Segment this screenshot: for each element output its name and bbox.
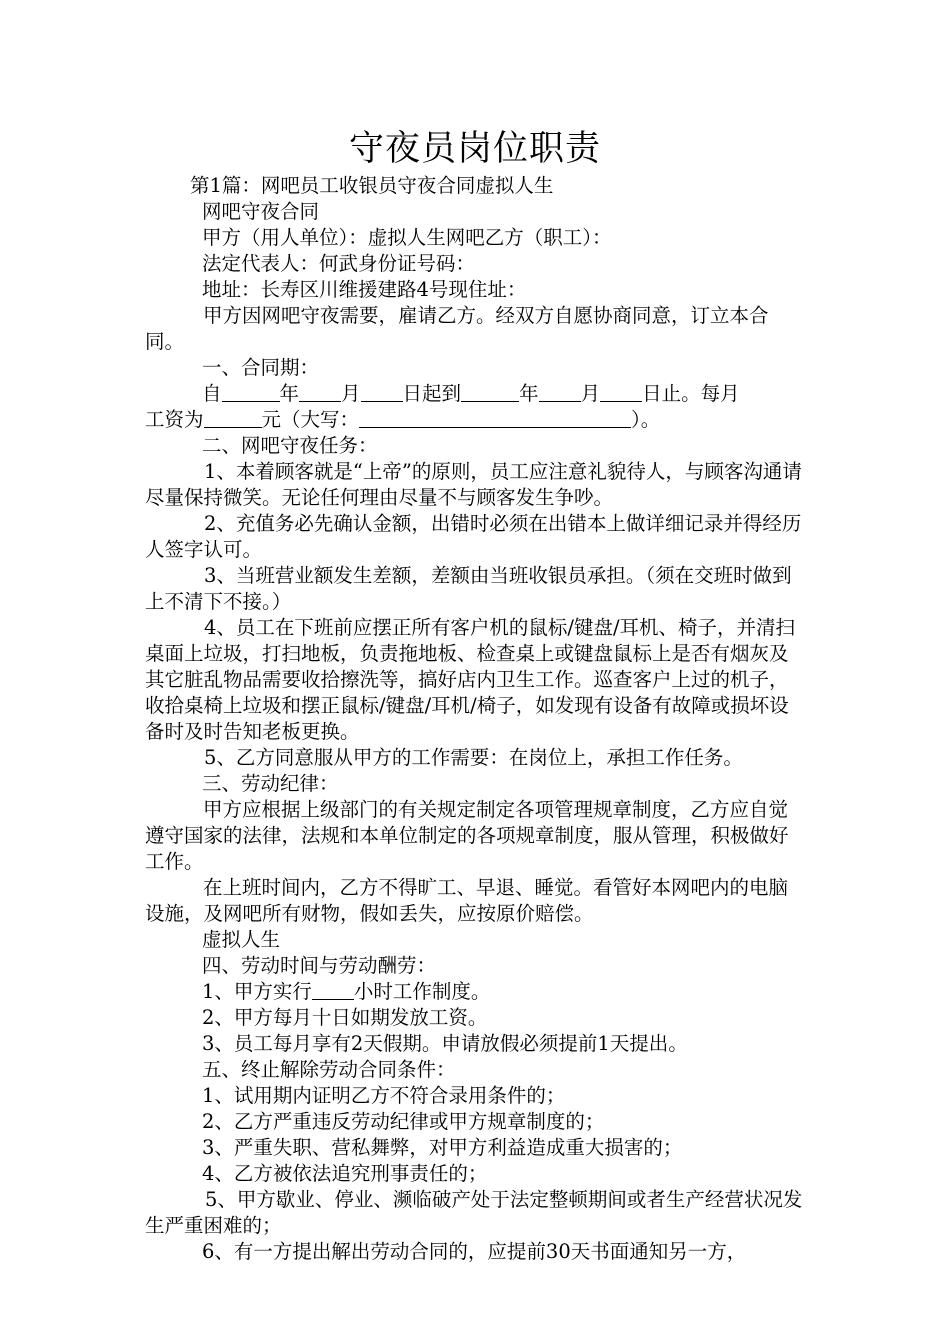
signature-name: 虚拟人生 <box>202 928 281 951</box>
termination-item-5: 5、甲方歇业、停业、濒临破产处于法定整顿期间或者生产经营状况发生严重困难的； <box>145 1188 803 1237</box>
termination-item-4: 4、乙方被依法追究刑事责任的； <box>202 1162 488 1185</box>
hours-item-1 <box>145 979 807 1005</box>
blank-hours <box>312 979 354 1000</box>
termination-item-3: 3、严重失职、营私舞弊，对甲方利益造成重大损害的； <box>202 1136 683 1159</box>
termination-item-2: 2、乙方严重违反劳动纪律或甲方规章制度的； <box>202 1110 605 1133</box>
termination-item-1: 1、试用期内证明乙方不符合录用条件的； <box>202 1084 566 1107</box>
label-salary: 工资为 <box>145 408 204 431</box>
document-title: 守夜员岗位职责 <box>348 129 601 169</box>
section-heading-discipline: 三、劳动纪律： <box>202 772 339 795</box>
salary-line <box>145 407 807 433</box>
section-heading-termination: 五、终止解除劳动合同条件： <box>202 1058 456 1081</box>
parties-line: 甲方（用人单位）：虚拟人生网吧乙方（职工）： <box>202 226 612 249</box>
label-close-paren: ）。 <box>631 408 661 431</box>
discipline-paragraph-1: 甲方应根据上级部门的有关规定制定各项管理规章制度，乙方应自觉遵守国家的法律，法规和本单位制定的各项规章制度，服从管理，积极做好工作。 <box>145 798 789 873</box>
hours-item-3: 3、员工每月享有2天假期。申请放假必须提前1天提出。 <box>202 1032 688 1055</box>
hours-item-1-suffix: 小时工作制度。 <box>353 980 491 1003</box>
intro-paragraph: 甲方因网吧守夜需要，雇请乙方。经双方自愿协商同意，订立本合同。 <box>145 304 769 353</box>
address-line: 地址：长寿区川维援建路4号现住址： <box>202 278 527 301</box>
label-month-1: 月 <box>341 382 361 405</box>
section-heading-tasks: 二、网吧守夜任务： <box>202 434 378 457</box>
document-body <box>145 173 807 1265</box>
task-item-3: 3、当班营业额发生差额，差额由当班收银员承担。（须在交班时做到上不清下不接。） <box>145 564 792 613</box>
task-item-4: 4、员工在下班前应摆正所有客户机的鼠标/键盘/耳机、椅子，并清扫桌面上垃圾，打扫地板，负责拖地板、检查桌上或键盘鼠标上是否有烟灰及其它脏乱物品需要收拾擦洗等，搞好店内卫生工作。巡查客户上过的机子，收拾桌椅上垃圾和摆正鼠标/键盘/耳机/椅子，如发现有设备有故障或损坏设备时及时告知老板更换。 <box>145 616 796 743</box>
label-end-monthly: 日止。每月 <box>642 382 740 405</box>
task-item-2: 2、充值务必先确认金额，出错时必须在出错本上做详细记录并得经历人签字认可。 <box>145 512 802 561</box>
label-year-1: 年 <box>279 382 300 405</box>
task-item-1: 1、本着顾客就是“上帝”的原则，员工应注意礼貌待人，与顾客沟通请尽量保持微笑。无论任何理由尽量不与顾客发生争吵。 <box>145 460 802 509</box>
blank-end-day <box>600 381 642 402</box>
label-yuan: 元（大写： <box>261 408 360 431</box>
blank-end-year <box>461 381 519 402</box>
blank-end-month <box>539 381 581 402</box>
section-heading-hours: 四、劳动时间与劳动酬劳： <box>202 954 437 977</box>
blank-salary-amount <box>204 407 262 428</box>
section-heading-term: 一、合同期： <box>202 356 320 379</box>
label-year-2: 年 <box>519 382 539 405</box>
label-start-to: 日起到 <box>402 382 462 405</box>
contract-title: 网吧守夜合同 <box>202 200 320 223</box>
discipline-paragraph-2: 在上班时间内，乙方不得旷工、早退、睡觉。看管好本网吧内的电脑设施，及网吧所有财物，假如丢失，应按原价赔偿。 <box>145 876 789 925</box>
blank-start-day <box>361 381 403 402</box>
hours-item-1-prefix: 1、甲方实行 <box>202 980 312 1003</box>
hours-item-2: 2、甲方每月十日如期发放工资。 <box>202 1006 488 1029</box>
contract-period-line <box>145 381 807 407</box>
label-from: 自 <box>202 382 222 405</box>
label-month-2: 月 <box>580 382 601 405</box>
blank-start-year <box>222 381 280 402</box>
blank-salary-words <box>359 407 631 428</box>
legal-rep-line: 法定代表人：何武身份证号码： <box>202 252 476 275</box>
task-item-5: 5、乙方同意服从甲方的工作需要：在岗位上，承担工作任务。 <box>204 746 743 769</box>
chapter-heading: 第1篇：网吧员工收银员守夜合同虚拟人生 <box>190 174 554 197</box>
blank-start-month <box>299 381 341 402</box>
termination-item-6: 6、有一方提出解出劳动合同的，应提前30天书面通知另一方， <box>202 1240 747 1263</box>
